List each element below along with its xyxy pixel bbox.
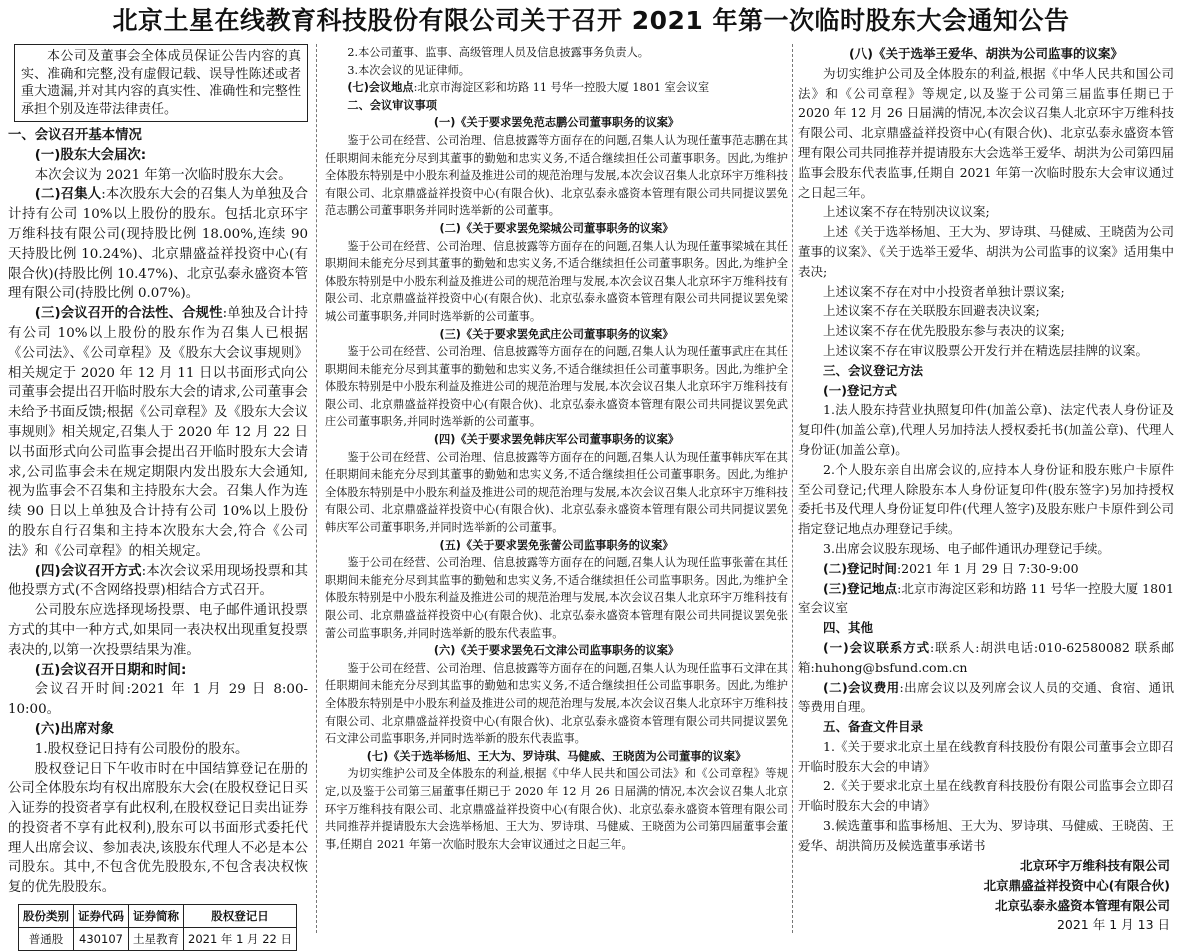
- signatory: 北京鼎盛益祥投资中心(有限合伙): [983, 877, 1170, 893]
- motion-title: (三)《关于要求罢免武庄公司董事职务的议案》: [439, 327, 674, 341]
- motion-text: 为切实维护公司及全体股东的利益,根据《中华人民共和国公司法》和《公司章程》等规定,以及鉴于公司第三届监事任期已于 2020 年 12 月 26 日届满的情况,本次会议召集人北京环宇万维科技有限公司、北京鼎盛益祥投资中心(有限合伙)、北京弘泰永盛资本管理有限公司共同推荐并提请股东大会选举王爱华、胡洪为公司第四届监事会股东代表监事,任期自 2021 年第一次临时股东大会审议通过之日起三年。: [798, 65, 1174, 200]
- motion-text: 鉴于公司在经营、公司治理、信息披露等方面存在的问题,召集人认为现任监事张蕾在其任职期间未能充分尽到其监事的勤勉和忠实义务,不适合继续担任公司监事职务。因此,为维护全体股东特别是中小股东利益及推进公司的规范治理与发展,本次会议召集人北京环宇万维科技有限公司、北京鼎盛益祥投资中心(有限合伙)、北京弘泰永盛资本管理有限公司共同提议罢免张蕾公司监事职务,并同时选举新的股东代表监事。: [325, 556, 788, 640]
- paragraph: [798, 638, 1174, 678]
- signatory: 北京环宇万维科技有限公司: [1019, 857, 1170, 873]
- paragraph: [8, 185, 308, 304]
- page-title: 北京土星在线教育科技股份有限公司关于召开 2021 年第一次临时股东大会通知公告: [112, 6, 1070, 35]
- paragraph: 2.本公司董事、监事、高级管理人员及信息披露事务负责人。: [347, 46, 649, 59]
- motion-title: (一)《关于要求罢免范志鹏公司董事职务的议案》: [433, 116, 680, 130]
- table-header: 股份类别: [19, 905, 74, 928]
- paragraph: 上述《关于选举杨旭、王大为、罗诗琪、马健威、王晓茵为公司董事的议案》、《关于选举王爱华、胡洪为公司监事的议案》适用集中表决;: [798, 224, 1174, 279]
- motion-title: (五)《关于要求罢免张蕾公司监事职务的议案》: [439, 538, 674, 552]
- paragraph: 股权登记日下午收市时在中国结算登记在册的公司全体股东均有权出席股东大会(在股权登记日买入证券的投资者享有此权利,在股权登记日卖出证券的投资者不享有此权利),股东可以书面形式委托代理人出席会议、参加表决,该股东代理人不必是本公司股东。其中,不包含优先股股东,不包含表决权恢复的优先股股东。: [8, 761, 308, 896]
- motion-text: 鉴于公司在经营、公司治理、信息披露等方面存在的问题,召集人认为现任监事石文津在其任职期间未能充分尽到其监事的勤勉和忠实义务,不适合继续担任公司监事职务。因此,为维护全体股东特别是中小股东利益及推进公司的规范治理与发展,本次会议召集人北京环宇万维科技有限公司、北京鼎盛益祥投资中心(有限合伙)、北京弘泰永盛资本管理有限公司共同提议罢免石文津公司监事职务,并同时选举新的股东代表监事。: [325, 661, 788, 746]
- column-left: [8, 44, 308, 947]
- column-right: [798, 44, 1174, 934]
- motion-text: 鉴于公司在经营、公司治理、信息披露等方面存在的问题,召集人认为现任董事韩庆军在其任职期间未能充分尽到其董事的勤勉和忠实义务,不适合继续担任公司董事职务。因此,为维护全体股东特别是中小股东利益及推进公司的规范治理与发展,本次会议召集人北京环宇万维科技有限公司、北京鼎盛益祥投资中心(有限合伙)、北京弘泰永盛资本管理有限公司共同提议罢免韩庆军公司董事职务,并同时选举新的公司董事。: [325, 450, 788, 535]
- paragraph: 上述议案不存在特别决议议案;: [823, 204, 990, 220]
- section-heading: 四、其他: [823, 620, 874, 636]
- paragraph: 1.法人股东持营业执照复印件(加盖公章)、法定代表人身份证及复印件(加盖公章),代理人另加持法人授权委托书(加盖公章)、代理人身份证(加盖公章)。: [798, 402, 1174, 457]
- column-middle: [325, 44, 788, 934]
- subheading: (四)会议召开方式: [34, 563, 142, 579]
- motion-text: 鉴于公司在经营、公司治理、信息披露等方面存在的问题,召集人认为现任董事梁城在其任职期间未能充分尽到其董事的勤勉和忠实义务,不适合继续担任公司董事职务。因此,为维护全体股东特别是中小股东利益及推进公司的规范治理与发展,本次会议召集人北京环宇万维科技有限公司、北京鼎盛益祥投资中心(有限合伙)、北京弘泰永盛资本管理有限公司共同提议罢免梁城公司董事职务,并同时选举新的公司董事。: [325, 239, 788, 323]
- subheading: (一)会议联系方式: [823, 639, 930, 655]
- table-cell: 2021 年 1 月 22 日: [184, 928, 297, 951]
- paragraph-text: :北京市海淀区彩和坊路 11 号华一控股大厦 1801 室会议室: [798, 580, 1174, 616]
- paragraph: [798, 579, 1174, 619]
- paragraph: 3.出席会议股东现场、电子邮件通讯办理登记手续。: [823, 540, 1110, 556]
- motion-title: (七)《关于选举杨旭、王大为、罗诗琪、马健威、王晓茵为公司董事的议案》: [366, 749, 747, 763]
- column-divider: [792, 44, 793, 933]
- paragraph: 2.个人股东亲自出席会议的,应持本人身份证和股东账户卡原件至公司登记;代理人除股东本人身份证复印件(股东签字)另加持授权委托书及代理人身份证复印件(代理人签字)及股东账户卡原件到公司指定登记地点办理登记手续。: [798, 461, 1174, 537]
- paragraph: 公司股东应选择现场投票、电子邮件通讯投票方式的其中一种方式,如果同一表决权出现重复投票表决的,以第一次投票结果为准。: [8, 603, 308, 658]
- paragraph: 上述议案不存在审议股票公开发行并在精选层挂牌的议案。: [823, 342, 1149, 358]
- motion-text: 为切实维护公司及全体股东的利益,根据《中华人民共和国公司法》和《公司章程》等规定,以及鉴于公司第三届董事任期已于 2020 年 12 月 26 日届满的情况,本次会议召集人北京环宇万维科技有限公司、北京鼎盛益祥投资中心(有限合伙)、北京弘泰永盛资本管理有限公司共同推荐并提请股东大会选举杨旭、王大为、罗诗琪、马健威、王晓茵为公司第四届董事会董事,任期自 2021 年第一次临时股东大会审议通过之日起三年。: [325, 767, 788, 851]
- motion-title: (八)《关于选举王爱华、胡洪为公司监事的议案》: [849, 46, 1123, 61]
- subheading: (二)登记时间: [823, 560, 897, 576]
- subheading: (一)股东大会届次:: [34, 147, 147, 163]
- paragraph: 上述议案不存在优先股股东参与表决的议案;: [823, 323, 1065, 339]
- paragraph: 上述议案不存在关联股东回避表决议案;: [823, 303, 1040, 319]
- paragraph: 会议召开时间:2021 年 1 月 29 日 8:00-10:00。: [8, 682, 308, 718]
- table-cell: 土星教育: [129, 928, 184, 951]
- paragraph: 3.本次会议的见证律师。: [347, 63, 470, 77]
- subheading: (三)登记地点: [823, 580, 898, 596]
- motion-text: 鉴于公司在经营、公司治理、信息披露等方面存在的问题,召集人认为现任董事武庄在其任职期间未能充分尽到其董事的勤勉和忠实义务,不适合继续担任公司董事职务。因此,为维护全体股东特别是中小股东利益及推进公司的规范治理与发展,本次会议召集人北京环宇万维科技有限公司、北京鼎盛益祥投资中心(有限合伙)、北京弘泰永盛资本管理有限公司共同提议罢免武庄公司董事职务,并同时选举新的公司董事。: [325, 345, 788, 429]
- paragraph-text: :联系人:胡洪电话:010-62580082 联系邮箱:huhong@bsfund.com.cn: [798, 639, 1174, 675]
- paragraph: [8, 562, 308, 602]
- registration-table: [18, 904, 297, 951]
- paragraph: 1.股权登记日持有公司股份的股东。: [34, 741, 249, 757]
- column-divider: [316, 44, 317, 933]
- paragraph: [798, 678, 1174, 718]
- paragraph: 本次会议为 2021 年第一次临时股东大会。: [34, 167, 292, 183]
- paragraph: [8, 304, 308, 561]
- responsibility-notice-box: 本公司及董事会全体成员保证公告内容的真实、准确和完整,没有虚假记载、误导性陈述或者重大遗漏,并对其内容的真实性、准确性和完整性承担个别及连带法律责任。: [14, 44, 308, 122]
- paragraph-text: :本次股东大会的召集人为单独及合计持有公司 10%以上股份的股东。包括北京环宇万维科技有限公司(现持股比例 18.00%,连续 90 天持股比例 10.24%)、北京鼎盛益祥投资中心(有限合伙)(持股比例 10.47%)、北京弘泰永盛资本管理有限公司(持股比例 0.07%)。: [8, 187, 308, 302]
- paragraph-text: :单独及合计持有公司 10%以上股份的股东作为召集人已根据《公司法》、《公司章程》及《股东大会议事规则》相关规定于 2020 年 12 月 11 日以书面形式向公司董事会提出召开临时股东大会的请求,公司董事会未给予书面反馈;根据《公司章程》及《股东大会议事规则》相关规定,召集人于 2020 年 12 月 22 日以书面形式向公司监事会提出召开临时股东大会请求,公司监事会未在规定期限内发出股东大会通知,视为监事会不召集和主持股东大会。召集人作为连续 90 日以上单独及合计持有公司 10%以上股份的股东自行召集和主持本次股东大会,符合《公司法》和《公司章程》的相关规定。: [8, 306, 308, 559]
- paragraph-text: :2021 年 1 月 29 日 7:30-9:00: [896, 560, 1079, 576]
- table-header: 证券代码: [74, 905, 129, 928]
- subheading: (一)登记方式: [823, 382, 897, 398]
- paragraph-text: :本次会议采用现场投票和其他投票方式(不含网络投票)相结合方式召开。: [8, 563, 308, 599]
- announcement-date: 2021 年 1 月 13 日: [1056, 916, 1170, 932]
- subheading: (三)会议召开的合法性、合规性: [34, 306, 223, 322]
- subheading: (六)出席对象: [34, 721, 114, 737]
- table-row: [19, 928, 297, 951]
- section-heading: 一、会议召开基本情况: [8, 128, 142, 143]
- subheading: (二)会议费用: [823, 679, 900, 695]
- paragraph-text: :北京市海淀区彩和坊路 11 号华一控股大厦 1801 室会议室: [413, 81, 710, 95]
- subheading: (二)召集人: [34, 187, 102, 203]
- motion-title: (六)《关于要求罢免石文津公司监事职务的议案》: [433, 644, 680, 658]
- paragraph: [325, 79, 788, 97]
- table-header: 股权登记日: [184, 905, 297, 928]
- paragraph: 上述议案不存在对中小投资者单独计票议案;: [823, 283, 1065, 299]
- paragraph: 2.《关于要求北京土星在线教育科技股份有限公司监事会立即召开临时股东大会的申请》: [798, 778, 1174, 814]
- motion-title: (四)《关于要求罢免韩庆军公司董事职务的议案》: [433, 433, 680, 447]
- subheading: (七)会议地点: [347, 81, 414, 95]
- subheading: (五)会议召开日期和时间:: [34, 662, 187, 678]
- section-heading: 五、备查文件目录: [823, 719, 924, 735]
- table-cell: 普通股: [19, 928, 74, 951]
- paragraph-text: :出席会议以及列席会议人员的交通、食宿、通讯等费用自理。: [798, 679, 1174, 715]
- section-heading: 三、会议登记方法: [823, 362, 924, 378]
- paragraph: [798, 559, 1174, 579]
- paragraph: 1.《关于要求北京土星在线教育科技股份有限公司董事会立即召开临时股东大会的申请》: [798, 738, 1174, 774]
- motion-title: (二)《关于要求罢免梁城公司董事职务的议案》: [439, 221, 674, 235]
- paragraph: 3.候选董事和监事杨旭、王大为、罗诗琪、马健威、王晓茵、王爱华、胡洪简历及候选董事承诺书: [798, 818, 1174, 853]
- motion-text: 鉴于公司在经营、公司治理、信息披露等方面存在的问题,召集人认为现任董事范志鹏在其任职期间未能充分尽到其董事的勤勉和忠实义务,不适合继续担任公司董事职务。因此,为维护全体股东特别是中小股东利益及推进公司的规范治理与发展,本次会议召集人北京环宇万维科技有限公司、北京鼎盛益祥投资中心(有限合伙)、北京弘泰永盛资本管理有限公司共同提议罢免范志鹏公司董事职务并同时选举新的公司董事。: [325, 133, 788, 218]
- table-cell: 430107: [74, 928, 129, 951]
- signatory: 北京弘泰永盛资本管理有限公司: [994, 897, 1170, 913]
- table-header: 证券简称: [129, 905, 184, 928]
- section-heading: 二、会议审议事项: [347, 98, 437, 112]
